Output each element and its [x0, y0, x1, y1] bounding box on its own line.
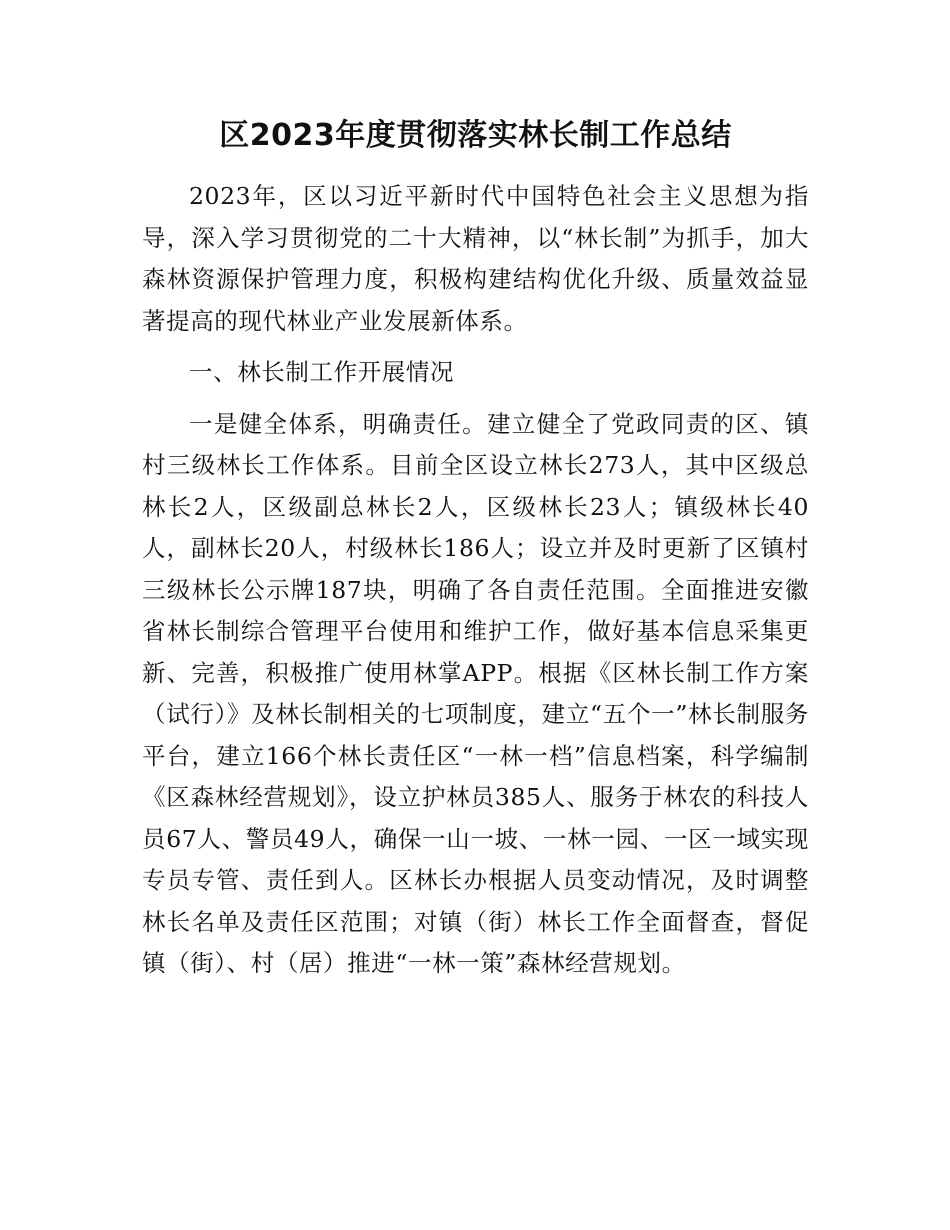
document-body	[142, 108, 809, 995]
document-title: 区2023年度贯彻落实林长制工作总结	[219, 118, 732, 153]
body-paragraph: 一是健全体系，明确责任。建立健全了党政同责的区、镇村三级林长工作体系。目前全区设立林长273人，其中区级总林长2人，区级副总林长2人，区级林长23人；镇级林长40人，副林长20人，村级林长186人；设立并及时更新了区镇村三级林长公示牌187块，明确了各自责任范围。全面推进安徽省林长制综合管理平台使用和维护工作，做好基本信息采集更新、完善，积极推广使用林掌APP。根据《区林长制工作方案（试行）》及林长制相关的七项制度，建立“五个一”林长制服务平台，建立166个林长责任区“一林一档”信息档案，科学编制《区森林经营规划》，设立护林员385人、服务于林农的科技人员67人、警员49人，确保一山一坡、一林一园、一区一域实现专员专管、责任到人。区林长办根据人员变动情况，及时调整林长名单及责任区范围；对镇（街）林长工作全面督查，督促镇（街）、村（居）推进“一林一策”森林经营规划。	[142, 409, 809, 977]
intro-paragraph: 2023年，区以习近平新时代中国特色社会主义思想为指导，深入学习贯彻党的二十大精神，以“林长制”为抓手，加大森林资源保护管理力度，积极构建结构优化升级、质量效益显著提高的现代林业产业发展新体系。	[142, 182, 809, 335]
section-heading: 一、林长制工作开展情况	[189, 358, 455, 386]
